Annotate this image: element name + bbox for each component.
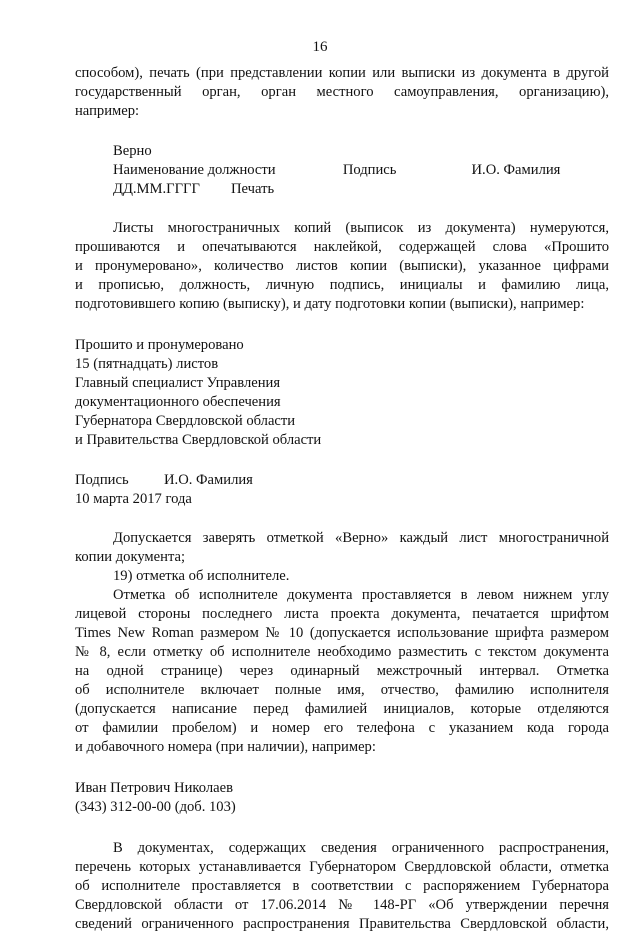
signature-block bbox=[75, 471, 609, 509]
example-stitched bbox=[75, 336, 609, 450]
text-line: Губернатора Свердловской области bbox=[75, 413, 296, 429]
text-line: Times New Roman размером № 10 (допускается использование шрифта размером bbox=[75, 625, 609, 641]
text-line: В документах, содержащих сведения ограниченного распространения, bbox=[113, 840, 609, 856]
text-line: и пронумеровано», количество листов копии (выписки), указанное цифрами bbox=[75, 258, 609, 274]
text-line: Допускается заверять отметкой «Верно» каждый лист многостраничной bbox=[113, 530, 609, 546]
paragraph-allowed bbox=[75, 529, 609, 586]
text-line: и Правительства Свердловской области bbox=[75, 432, 322, 448]
executor-phone: (343) 312-00-00 (доб. 103) bbox=[75, 799, 236, 815]
signature-row bbox=[75, 471, 609, 490]
text-line: государственный орган, орган местного самоуправления, организацию), bbox=[75, 84, 609, 100]
text-line: Листы многостраничных копий (выписок из документа) нумеруются, bbox=[113, 220, 609, 236]
executor-name: Иван Петрович Николаев bbox=[75, 780, 233, 796]
example-row bbox=[113, 180, 609, 199]
example-label: Верно bbox=[113, 143, 152, 159]
text-line: документационного обеспечения bbox=[75, 394, 281, 410]
name-label: И.О. Фамилия bbox=[164, 472, 253, 488]
text-line: копии документа; bbox=[75, 549, 186, 565]
text-line: на одной странице) через одинарный межстрочный интервал. Отметка bbox=[75, 663, 609, 679]
name-label: И.О. Фамилия bbox=[471, 162, 561, 178]
paragraph-sheets bbox=[75, 219, 609, 314]
paragraph-restricted bbox=[75, 839, 609, 934]
document-body bbox=[75, 64, 609, 934]
example-row bbox=[113, 161, 609, 180]
stamp-label: Печать bbox=[231, 181, 275, 197]
example-row bbox=[113, 142, 609, 161]
date-format: ДД.ММ.ГГГГ bbox=[113, 181, 200, 197]
example-verno bbox=[75, 142, 609, 199]
signature-label: Подпись bbox=[342, 162, 397, 178]
text-line: № 8, если отметку об исполнителе необходимо разместить с текстом документа bbox=[75, 644, 609, 660]
text-line: подготовившего копию (выписку), и дату подготовки копии (выписки), например: bbox=[75, 296, 585, 312]
text-line: лицевой стороны последнего листа проекта документа, печатается шрифтом bbox=[75, 606, 609, 622]
text-line: об исполнителе проставляется в соответствии с распоряжением Губернатора bbox=[75, 878, 609, 894]
text-line: прошиваются и опечатываются наклейкой, содержащей слова «Прошито bbox=[75, 239, 609, 255]
text-line: Свердловской области от 17.06.2014 № 148-РГ «Об утверждении перечня bbox=[75, 897, 609, 913]
paragraph-executor bbox=[75, 586, 609, 757]
text-line: об исполнителе включает полные имя, отчество, фамилию исполнителя bbox=[75, 682, 609, 698]
text-line: сведений ограниченного распространения Правительства Свердловской области, bbox=[75, 916, 609, 932]
example-executor bbox=[75, 779, 609, 817]
position-title: Наименование должности bbox=[113, 162, 276, 178]
list-item-19: 19) отметка об исполнителе. bbox=[113, 568, 290, 584]
page-number: 16 bbox=[312, 39, 328, 55]
text-line: 15 (пятнадцать) листов bbox=[75, 356, 219, 372]
text-line: Главный специалист Управления bbox=[75, 375, 281, 391]
text-line: и добавочного номера (при наличии), например: bbox=[75, 739, 376, 755]
text-line: Отметка об исполнителе документа проставляется в левом нижнем углу bbox=[113, 587, 609, 603]
text-line: способом), печать (при представлении копии или выписки из документа в другой bbox=[75, 65, 609, 81]
text-line: Прошито и пронумеровано bbox=[75, 337, 244, 353]
signature-label: Подпись bbox=[75, 472, 129, 488]
text-line: например: bbox=[75, 103, 140, 119]
text-line: перечень которых устанавливается Губернатором Свердловской области, отметка bbox=[75, 859, 609, 875]
text-line: от фамилии пробелом) и номер его телефона с указанием кода города bbox=[75, 720, 609, 736]
paragraph-intro bbox=[75, 64, 609, 121]
signature-date: 10 марта 2017 года bbox=[75, 491, 192, 507]
text-line: и прописью, должность, личную подпись, инициалы и фамилию лица, bbox=[75, 277, 609, 293]
text-line: (допускается написание перед фамилией инициалов, которые отделяются bbox=[75, 701, 609, 717]
